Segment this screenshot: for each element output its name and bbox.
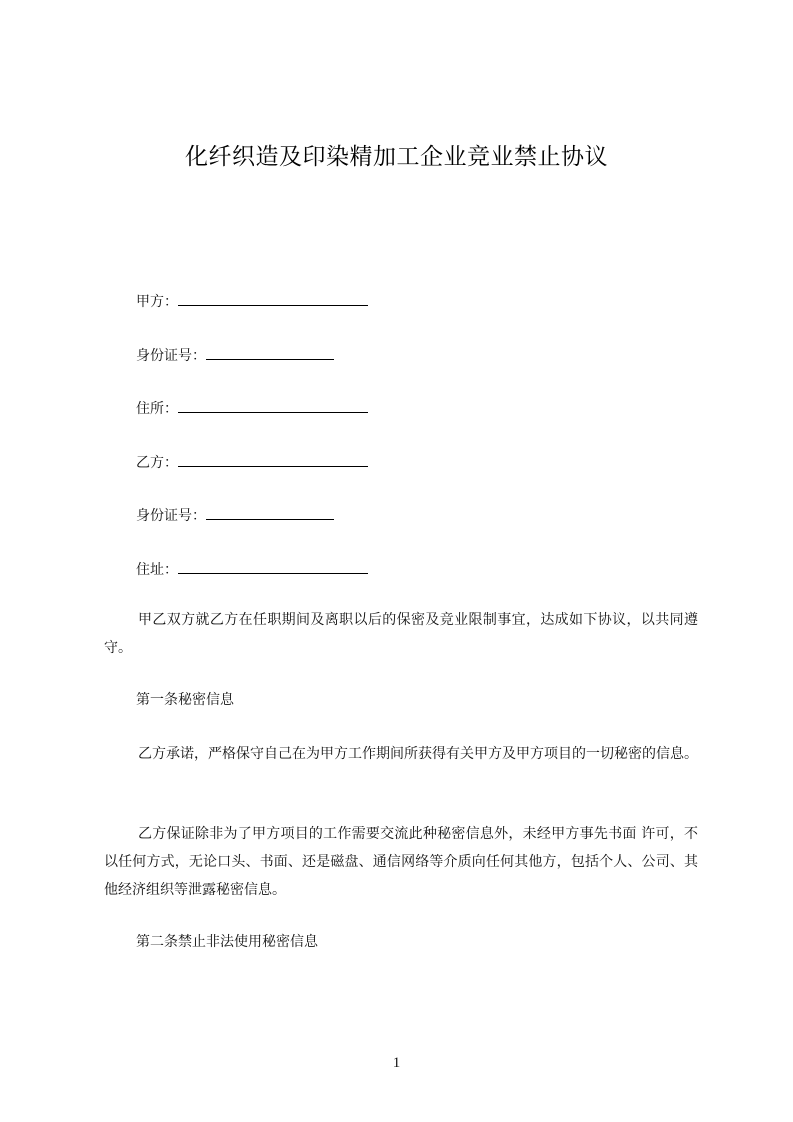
party-a-residence-blank[interactable] (178, 398, 368, 413)
party-b-label: 乙方： (136, 455, 178, 471)
section-1-heading: 第一条秘密信息 (136, 692, 234, 708)
party-b-blank[interactable] (178, 452, 368, 467)
party-a-blank[interactable] (178, 291, 368, 306)
party-b-id-label: 身份证号： (136, 508, 206, 524)
party-a-id-blank[interactable] (206, 345, 334, 360)
party-a-field (136, 291, 368, 312)
party-a-residence-field (136, 398, 368, 419)
party-a-id-label: 身份证号： (136, 348, 206, 364)
party-a-label: 甲方： (136, 294, 178, 310)
party-b-address-field (136, 559, 368, 580)
section-1-paragraph-1: 乙方承诺，严格保守自己在为甲方工作期间所获得有关甲方及甲方项目的一切秘密的信息。 (138, 746, 698, 762)
section-1-paragraph-2: 乙方保证除非为了甲方项目的工作需要交流此种秘密信息外，未经甲方事先书面 许可，不以任何方式，无论口头、书面、还是磁盘、通信网络等介质向任何其他方，包括个人、公司、其他经济组织等泄露秘密信息。 (104, 826, 698, 898)
document-title: 化纤织造及印染精加工企业竞业禁止协议 (185, 144, 608, 170)
party-b-id-blank[interactable] (206, 505, 334, 520)
party-b-address-label: 住址： (136, 562, 178, 578)
party-b-field (136, 452, 368, 473)
party-a-residence-label: 住所： (136, 401, 178, 417)
page-number: 1 (392, 1055, 401, 1071)
intro-paragraph: 甲乙双方就乙方在任职期间及离职以后的保密及竞业限制事宜，达成如下协议，以共同遵守。 (104, 612, 698, 656)
party-b-address-blank[interactable] (178, 559, 368, 574)
section-2-heading: 第二条禁止非法使用秘密信息 (136, 934, 318, 950)
party-b-id-field (136, 505, 334, 526)
party-a-id-field (136, 345, 334, 366)
